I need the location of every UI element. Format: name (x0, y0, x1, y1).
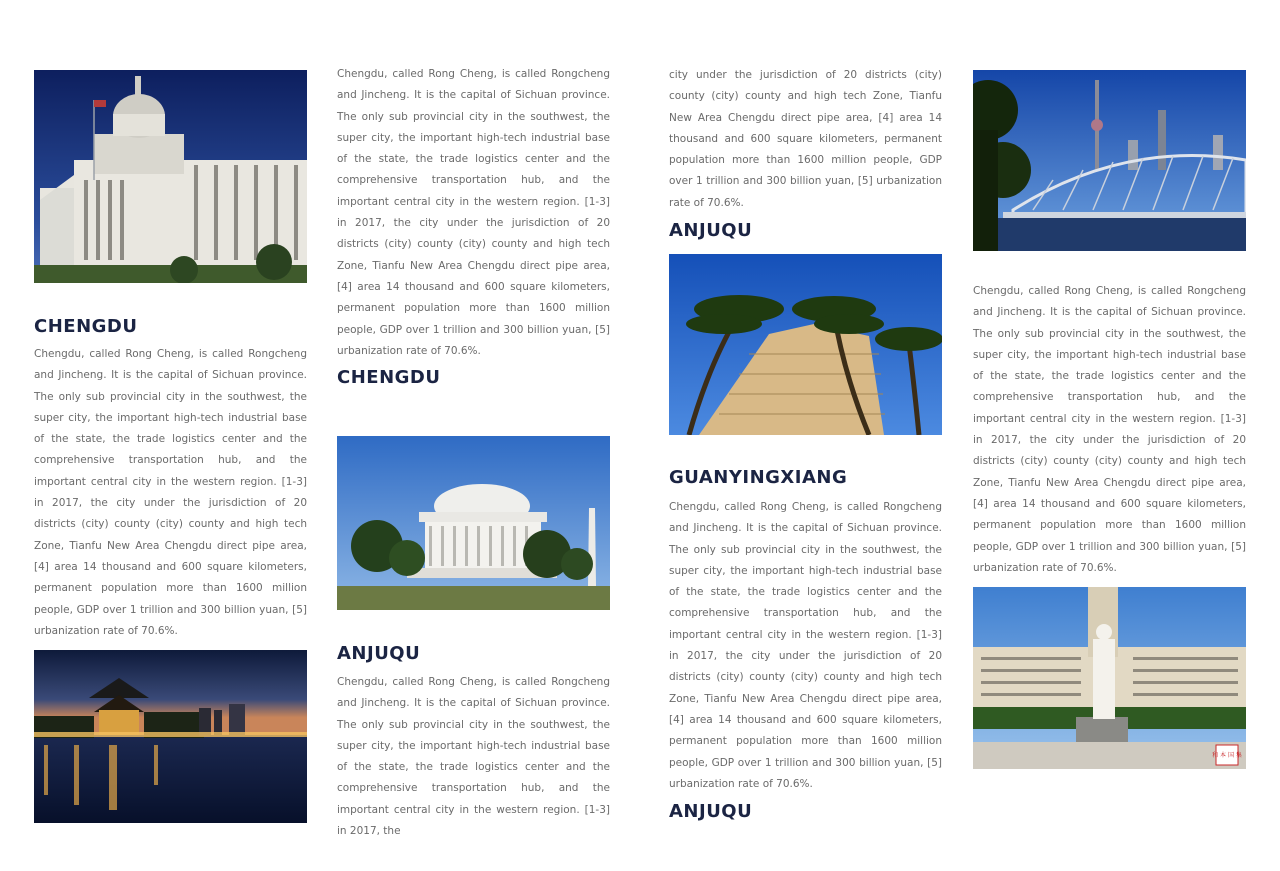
heading-anjuqu-col3: ANJUQU (669, 220, 753, 241)
chengdu-description: Chengdu, called Rong Cheng, is called Rongcheng and Jincheng. It is the capital of Sichuan province. The only sub provincial city in the southwest, the super city, the important high-tech industrial base of the state, the trade logistics center and the comprehensive transportation hub, and the important central city in the western region. [1-3] in 2017, the city under the jurisdiction of 20 districts (city) county (city) county and high tech Zone, Tianfu New Area Chengdu direct pipe area, [4] area 14 thousand and 600 square kilometers, permanent population more than 1600 million people, GDP over 1 trillion and 300 billion yuan, [5] urbanization rate of 70.6%. (34, 348, 307, 637)
seal-stamp: 和 本 国 集 (1212, 752, 1242, 759)
heading-guanyingxiang: GUANYINGXIANG (669, 467, 848, 488)
column2-bottom-text: Chengdu, called Rong Cheng, is called Rongcheng and Jincheng. It is the capital of Sichuan province. The only sub provincial city in the southwest, the super city, the important high-tech industrial base of the state, the trade logistics center and the comprehensive transportation hub, and the important central city in the western region. [1-3] in 2017, the (337, 676, 610, 838)
heading-chengdu: CHENGDU (34, 316, 138, 337)
heading-anjuqu-col3-bottom: ANJUQU (669, 801, 753, 822)
memorial-photo (337, 436, 610, 610)
bridge-skyline-photo (973, 70, 1246, 251)
capitol-photo (34, 70, 307, 283)
statue-building-photo (973, 587, 1246, 769)
pagoda-night-photo (34, 650, 307, 823)
heading-chengdu-2: CHENGDU (337, 367, 441, 388)
column2-top-text: Chengdu, called Rong Cheng, is called Rongcheng and Jincheng. It is the capital of Sichuan province. The only sub provincial city in the southwest, the super city, the important high-tech industrial base of the state, the trade logistics center and the comprehensive transportation hub, and the important central city in the western region. [1-3] in 2017, the city under the jurisdiction of 20 districts (city) county (city) county and high tech Zone, Tianfu New Area Chengdu direct pipe area, [4] area 14 thousand and 600 square kilometers, permanent population more than 1600 million people, GDP over 1 trillion and 300 billion yuan, [5] urbanization rate of 70.6%. (337, 68, 610, 357)
column3-top-text: city under the jurisdiction of 20 districts (city) county (city) county and high tech Zone, Tianfu New Area Chengdu direct pipe area, [4] area 14 thousand and 600 square kilometers, permanent population more than 1600 million people, GDP over 1 trillion and 300 billion yuan, [5] urbanization rate of 70.6%. (669, 69, 942, 209)
palms-tower-photo (669, 254, 942, 435)
heading-anjuqu-col2: ANJUQU (337, 643, 421, 664)
column3-middle-text: Chengdu, called Rong Cheng, is called Rongcheng and Jincheng. It is the capital of Sichuan province. The only sub provincial city in the southwest, the super city, the important high-tech industrial base of the state, the trade logistics center and the comprehensive transportation hub, and the important central city in the western region. [1-3] in 2017, the city under the jurisdiction of 20 districts (city) county (city) county and high tech Zone, Tianfu New Area Chengdu direct pipe area, [4] area 14 thousand and 600 square kilometers, permanent population more than 1600 million people, GDP over 1 trillion and 300 billion yuan, [5] urbanization rate of 70.6%. (669, 501, 942, 790)
column4-text: Chengdu, called Rong Cheng, is called Rongcheng and Jincheng. It is the capital of Sichuan province. The only sub provincial city in the southwest, the super city, the important high-tech industrial base of the state, the trade logistics center and the comprehensive transportation hub, and the important central city in the western region. [1-3] in 2017, the city under the jurisdiction of 20 districts (city) county (city) county and high tech Zone, Tianfu New Area Chengdu direct pipe area, [4] area 14 thousand and 600 square kilometers, permanent population more than 1600 million people, GDP over 1 trillion and 300 billion yuan, [5] urbanization rate of 70.6%. (973, 285, 1246, 574)
